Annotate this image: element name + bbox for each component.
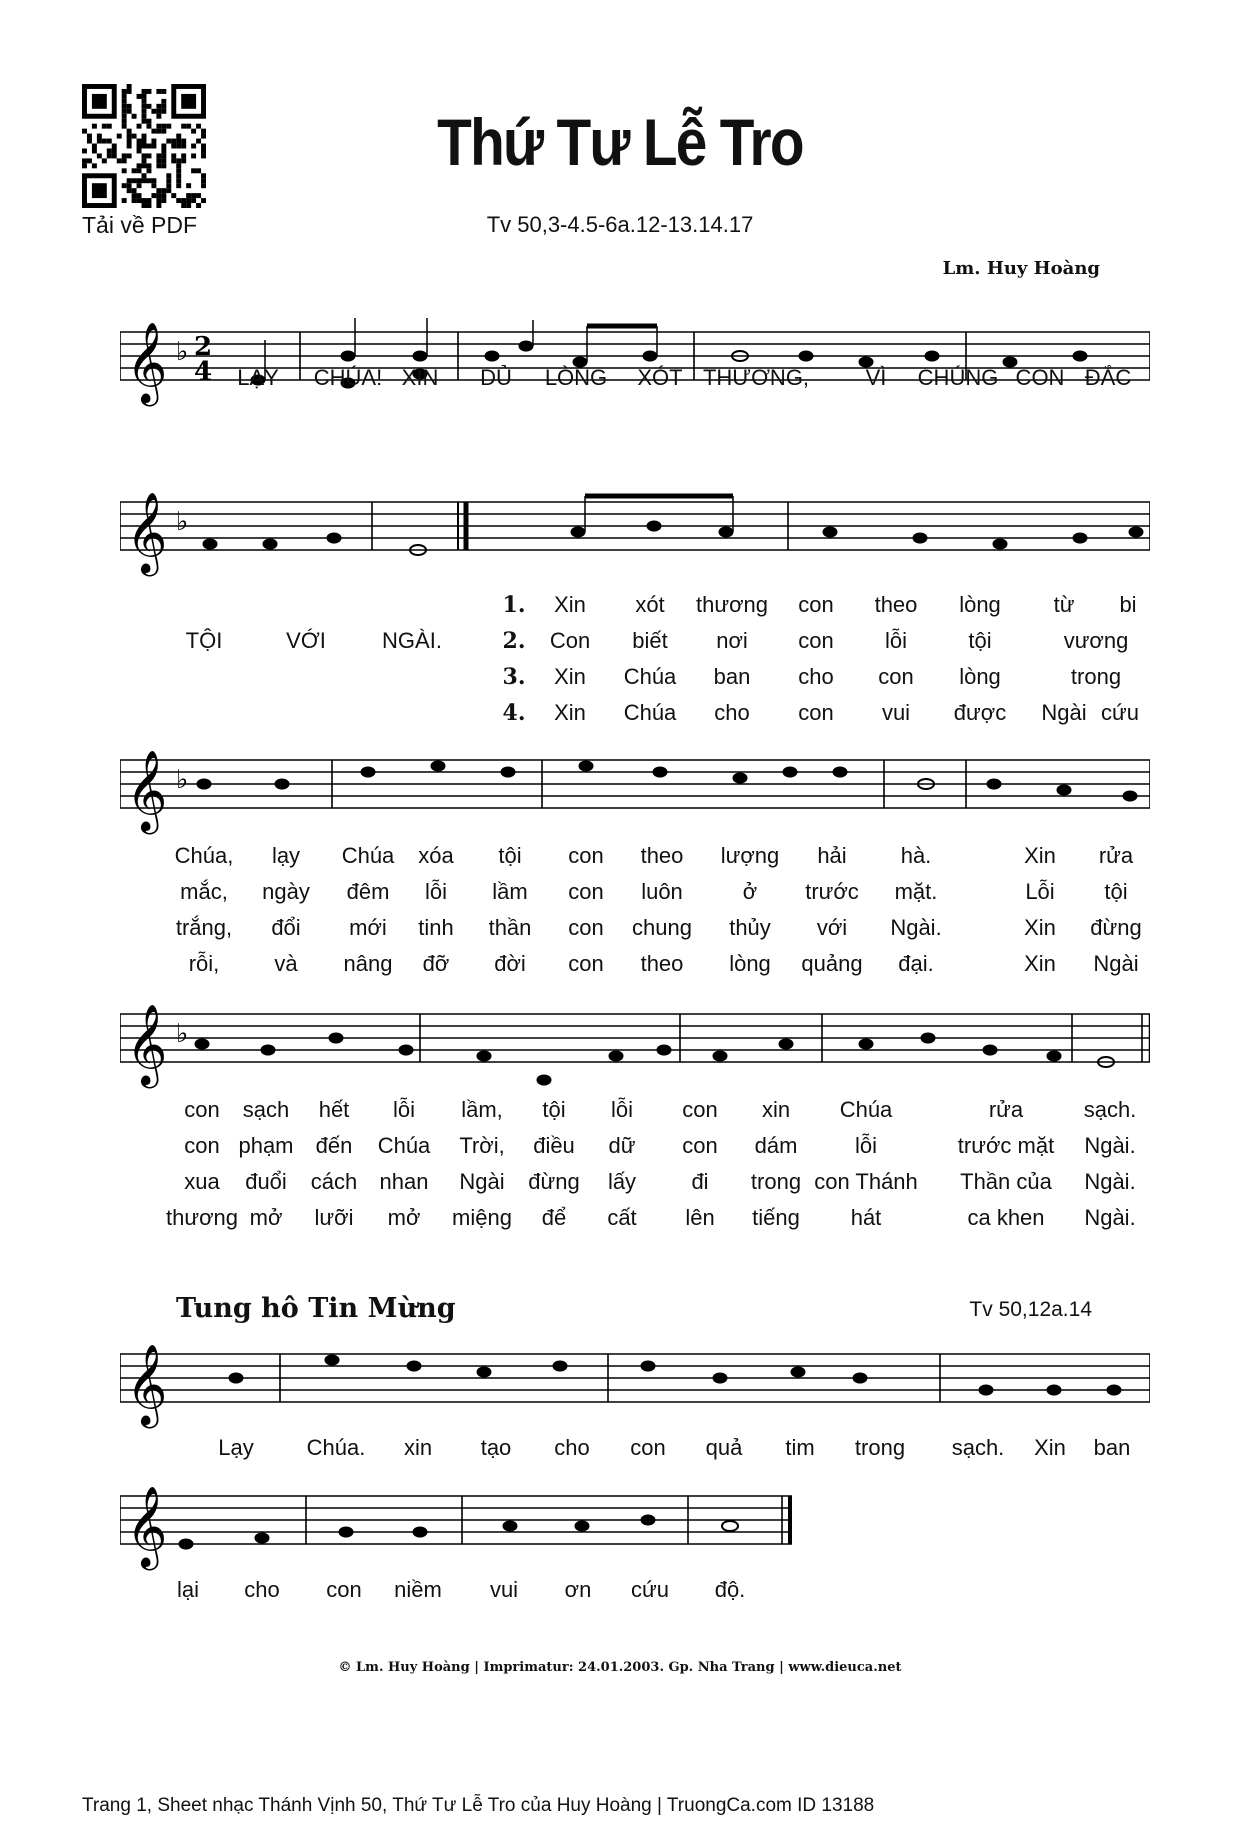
lyric-syllable: mở [249, 1205, 283, 1230]
lyric-syllable: được [953, 700, 1007, 725]
lyric-syllable: hà. [900, 843, 932, 868]
staff-line-6 [120, 1464, 800, 1574]
acclamation-lyrics-line-1 [0, 1435, 1240, 1465]
stanza-lyrics-block-3 [0, 1097, 1240, 1237]
lyric-syllable: ca khen [967, 1205, 1045, 1230]
lyric-syllable: Xin [1024, 951, 1056, 976]
lyric-syllable: trước mặt [957, 1133, 1055, 1158]
lyric-syllable: lỗi [392, 1097, 416, 1122]
lyric-syllable: mới [349, 915, 387, 940]
lyric-syllable: ĐẮC [1084, 365, 1132, 390]
lyric-syllable: Chúa [623, 700, 677, 725]
lyric-syllable: Chúa, [174, 843, 234, 868]
lyric-syllable: lại [176, 1577, 200, 1602]
refrain-end-syllable: NGÀI. [382, 628, 442, 653]
staff-line-5 [120, 1322, 1150, 1432]
lyric-syllable: cho [244, 1577, 280, 1602]
lyric-syllable: lượng [720, 843, 780, 868]
lyric-syllable: bi [1119, 592, 1137, 617]
time-signature-bottom: 4 [194, 357, 213, 387]
lyric-syllable: ở [742, 879, 758, 904]
lyric-syllable: dữ [608, 1133, 636, 1158]
flat-sign: ♭ [176, 507, 189, 537]
lyric-syllable: đừng [1090, 915, 1142, 940]
page-footer: Trang 1, Sheet nhạc Thánh Vịnh 50, Thứ Tư Lễ Tro của Huy Hoàng | TruongCa.com ID 13188 [82, 1795, 875, 1816]
lyric-syllable: ban [1093, 1435, 1131, 1460]
treble-clef: 𝄞 [126, 1485, 168, 1567]
refrain-lyrics-line-1 [0, 365, 1240, 395]
lyric-syllable: vương [1063, 628, 1129, 653]
lyric-syllable: DỦ [480, 365, 512, 390]
lyric-syllable: con [798, 700, 834, 725]
lyric-syllable: CHÚA! [313, 365, 383, 390]
lyric-syllable: Con [549, 628, 591, 653]
lyric-syllable: đời [494, 951, 526, 976]
lyric-syllable: lỗi [854, 1133, 878, 1158]
lyric-syllable: đừng [528, 1169, 580, 1194]
lyric-syllable: điều [533, 1133, 575, 1158]
lyric-syllable: phạm [238, 1133, 294, 1158]
lyric-syllable: lỗi [884, 628, 908, 653]
lyric-syllable: biết [632, 628, 668, 653]
lyric-syllable: trắng, [175, 915, 233, 940]
lyric-syllable: Chúa [839, 1097, 893, 1122]
lyric-syllable: Ngài [1093, 951, 1139, 976]
lyric-syllable: lạy [271, 843, 301, 868]
lyric-syllable: theo [640, 951, 684, 976]
lyric-syllable: đỡ [422, 951, 450, 976]
flat-sign: ♭ [176, 337, 189, 367]
lyric-syllable: đại. [898, 951, 934, 976]
stanza-lyrics-block-1 [0, 520, 1240, 730]
stanza-lyrics-block-2 [0, 843, 1240, 983]
lyric-syllable: con [568, 915, 604, 940]
lyric-syllable: lòng [729, 951, 771, 976]
lyric-syllable: Chúa [377, 1133, 431, 1158]
lyric-syllable: đến [315, 1133, 353, 1158]
lyric-syllable: quả [705, 1435, 743, 1460]
staff-lines [120, 1014, 1150, 1062]
lyric-syllable: vui [881, 700, 911, 725]
lyric-syllable: trong [854, 1435, 906, 1460]
lyric-syllable: chung [632, 915, 692, 940]
stanza-number: 2. [502, 628, 526, 654]
staff-line-4 [120, 982, 1150, 1102]
lyric-syllable: Xin [554, 700, 586, 725]
lyric-syllable: THƯƠNG, [702, 365, 810, 390]
staff-line-3 [120, 728, 1150, 838]
lyric-syllable: dám [754, 1133, 798, 1158]
lyric-syllable: lòng [959, 664, 1001, 689]
lyric-syllable: VÌ [865, 365, 887, 390]
lyric-syllable: cho [798, 664, 834, 689]
lyric-syllable: LẠY [237, 365, 279, 390]
lyric-syllable: hải [817, 843, 847, 868]
lyric-syllable: tinh [418, 915, 454, 940]
lyric-syllable: thần [488, 915, 532, 940]
lyric-syllable: XÓT [637, 365, 683, 390]
lyric-syllable: cứu [631, 1577, 669, 1602]
lyric-syllable: Xin [554, 664, 586, 689]
lyric-syllable: nhan [379, 1169, 429, 1194]
treble-clef: 𝄞 [126, 491, 168, 573]
lyric-syllable: XIN [401, 365, 439, 390]
lyric-syllable: xua [184, 1169, 220, 1194]
notes [229, 1355, 1121, 1395]
lyric-syllable: mặt. [894, 879, 938, 904]
lyric-syllable: Chúa. [306, 1435, 366, 1460]
lyric-syllable: con [184, 1097, 220, 1122]
lyric-syllable: quảng [801, 951, 863, 976]
flat-sign: ♭ [176, 765, 189, 795]
song-title: Thứ Tư Lễ Tro [437, 105, 803, 179]
lyric-syllable: ngày [262, 879, 310, 904]
lyric-syllable: cứu [1101, 700, 1139, 725]
lyric-syllable: sạch. [1083, 1097, 1137, 1122]
lyric-syllable: mắc, [180, 879, 228, 904]
lyric-syllable: hết [318, 1097, 350, 1122]
staff-line-1 [120, 300, 1150, 420]
notes [195, 1033, 1114, 1085]
lyric-syllable: Ngài. [1084, 1205, 1136, 1230]
lyric-syllable: tiếng [752, 1205, 800, 1230]
lyric-syllable: con [630, 1435, 666, 1460]
lyric-syllable: Ngài. [1084, 1133, 1136, 1158]
lyric-syllable: con [184, 1133, 220, 1158]
lyric-syllable: rửa [988, 1097, 1024, 1122]
lyric-syllable: miệng [452, 1205, 512, 1230]
lyric-syllable: con [568, 951, 604, 976]
lyric-syllable: Chúa [623, 664, 677, 689]
staff-lines [120, 1496, 792, 1544]
lyric-syllable: tội [498, 843, 522, 868]
lyric-syllable: con [682, 1133, 718, 1158]
lyric-syllable: xin [403, 1435, 433, 1460]
treble-clef: 𝄞 [126, 321, 168, 403]
lyric-syllable: ban [713, 664, 751, 689]
lyric-syllable: con [568, 879, 604, 904]
lyric-syllable: Xin [554, 592, 586, 617]
stanza-number: 4. [502, 700, 526, 726]
lyric-syllable: CHÚNG [917, 365, 999, 390]
treble-clef: 𝄞 [126, 1343, 168, 1425]
acclamation-reference: Tv 50,12a.14 [969, 1298, 1092, 1321]
lyric-syllable: tội [1104, 879, 1128, 904]
psalm-reference: Tv 50,3-4.5-6a.12-13.14.17 [486, 212, 754, 237]
lyric-syllable: Ngài [459, 1169, 505, 1194]
lyric-syllable: con [878, 664, 914, 689]
lyric-syllable: hát [850, 1205, 882, 1230]
lyric-syllable: Ngài [1041, 700, 1087, 725]
lyric-syllable: đổi [271, 915, 301, 940]
lyric-syllable: thương [166, 1205, 238, 1230]
lyric-syllable: Ngài. [1084, 1169, 1136, 1194]
lyric-syllable: lên [685, 1205, 715, 1230]
lyric-syllable: lỗi [424, 879, 448, 904]
lyric-syllable: lưỡi [314, 1205, 354, 1230]
lyric-syllable: trong [1070, 664, 1122, 689]
lyric-syllable: thương [696, 592, 768, 617]
lyric-syllable: con [568, 843, 604, 868]
copyright-line: © Lm. Huy Hoàng | Imprimatur: 24.01.2003. Gp. Nha Trang | www.dieuca.net [338, 1660, 902, 1675]
lyric-syllable: LÒNG [544, 365, 608, 390]
lyric-syllable: trong [750, 1169, 802, 1194]
lyric-syllable: đuổi [245, 1169, 287, 1194]
lyric-syllable: rỗi, [188, 951, 220, 976]
lyric-syllable: tội [968, 628, 992, 653]
lyric-syllable: niềm [394, 1577, 442, 1602]
lyric-syllable: tội [542, 1097, 566, 1122]
staff-lines [120, 1354, 1150, 1402]
lyric-syllable: Xin [1024, 843, 1056, 868]
lyric-syllable: tim [785, 1435, 815, 1460]
treble-clef: 𝄞 [126, 749, 168, 831]
lyric-syllable: xin [761, 1097, 791, 1122]
lyric-syllable: Ngài. [890, 915, 942, 940]
qr-download-label[interactable]: Tải về PDF [82, 212, 198, 238]
lyric-syllable: Chúa [341, 843, 395, 868]
acclamation-title: Tung hô Tin Mừng [176, 1293, 456, 1324]
lyric-syllable: rửa [1098, 843, 1134, 868]
lyric-syllable: con [798, 592, 834, 617]
lyric-syllable: Lạy [218, 1435, 254, 1460]
lyric-syllable: Xin [1024, 915, 1056, 940]
lyric-syllable: nơi [716, 628, 748, 653]
lyric-syllable: cho [554, 1435, 590, 1460]
lyric-syllable: đêm [346, 879, 390, 904]
lyric-syllable: con Thánh [814, 1169, 918, 1194]
lyric-syllable: với [816, 915, 848, 940]
acclamation-lyrics-line-2 [0, 1577, 1240, 1607]
lyric-syllable: nâng [343, 951, 393, 976]
lyric-syllable: xót [635, 592, 665, 617]
lyric-syllable: con [326, 1577, 362, 1602]
lyric-syllable: lòng [959, 592, 1001, 617]
lyric-syllable: và [274, 951, 298, 976]
notes [197, 761, 1137, 801]
lyric-syllable: đi [691, 1169, 709, 1194]
lyric-syllable: lầm, [461, 1097, 503, 1122]
lyric-syllable: tạo [480, 1435, 512, 1460]
lyric-syllable: mở [387, 1205, 421, 1230]
time-signature-top: 2 [194, 332, 213, 362]
lyric-syllable: theo [640, 843, 684, 868]
lyric-syllable: Trời, [459, 1133, 505, 1158]
lyric-syllable: ơn [564, 1577, 592, 1602]
lyric-syllable: xóa [418, 843, 454, 868]
lyric-syllable: lỗi [610, 1097, 634, 1122]
lyric-syllable: theo [874, 592, 918, 617]
lyric-syllable: để [541, 1205, 567, 1230]
lyric-syllable: từ [1053, 592, 1075, 617]
lyric-syllable: luôn [641, 879, 683, 904]
lyric-syllable: con [798, 628, 834, 653]
composer: Lm. Huy Hoàng [942, 258, 1100, 279]
lyric-syllable: con [682, 1097, 718, 1122]
lyric-syllable: trước [805, 879, 859, 904]
stanza-number: 1. [502, 592, 526, 618]
lyric-syllable: Thần của [960, 1169, 1052, 1194]
lyric-syllable: vui [489, 1577, 519, 1602]
lyric-syllable: lầm [492, 879, 528, 904]
lyric-syllable: Lỗi [1025, 879, 1055, 904]
stanza-number: 3. [502, 664, 526, 690]
lyric-syllable: sạch [242, 1097, 290, 1122]
flat-sign: ♭ [176, 1019, 189, 1049]
refrain-end-syllable: VỚI [286, 628, 326, 653]
treble-clef: 𝄞 [126, 1003, 168, 1085]
lyric-syllable: lấy [607, 1169, 637, 1194]
lyric-syllable: độ. [714, 1577, 746, 1602]
lyric-syllable: cho [714, 700, 750, 725]
lyric-syllable: Xin [1034, 1435, 1066, 1460]
lyric-syllable: CON [1015, 365, 1065, 390]
lyric-syllable: cất [607, 1205, 637, 1230]
lyric-syllable: cách [310, 1169, 358, 1194]
lyric-syllable: sạch. [951, 1435, 1005, 1460]
lyric-syllable: thủy [729, 915, 771, 940]
refrain-end-syllable: TỘI [185, 628, 223, 653]
